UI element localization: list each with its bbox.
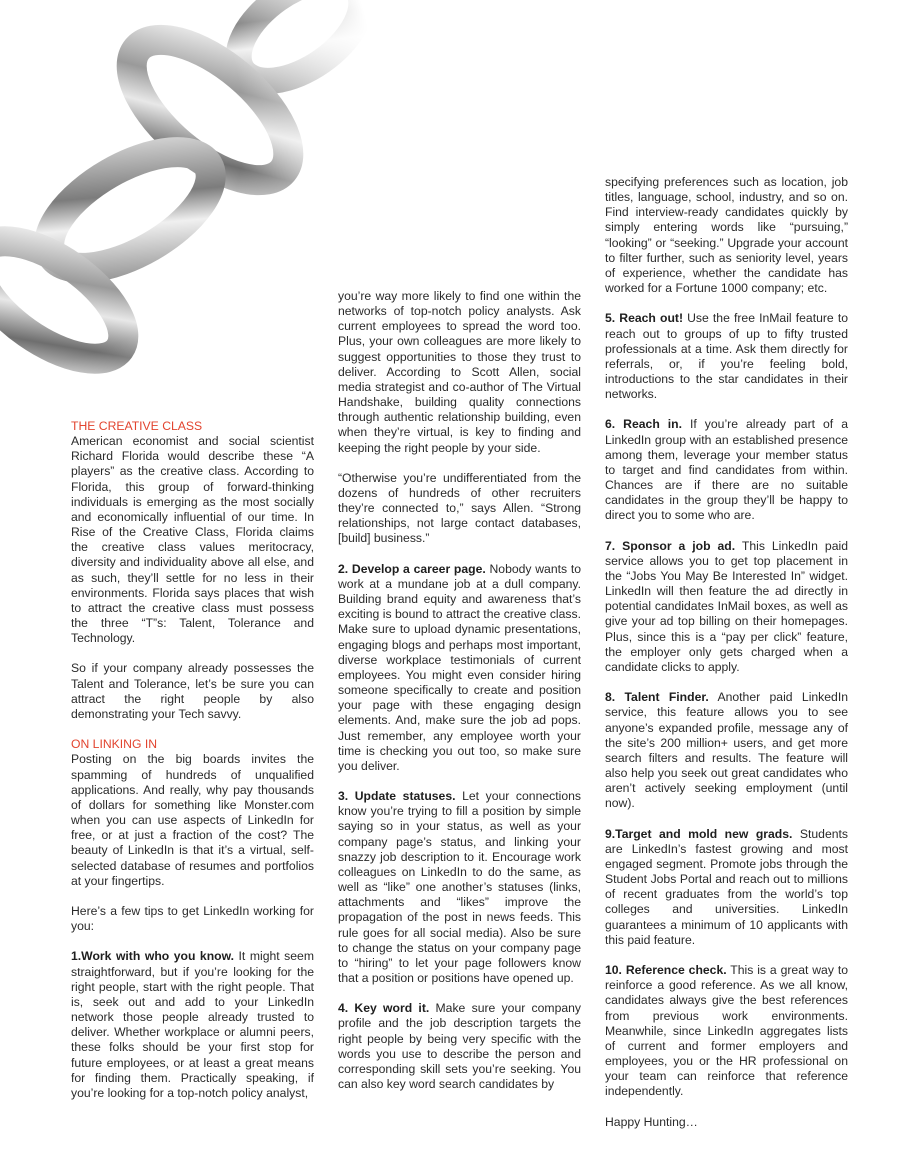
tip-1 <box>71 949 314 1101</box>
tip-10-title: 10. Reference check. <box>605 963 727 978</box>
paragraph-networks: you’re way more likely to find one within the networks of top-notch policy analysts. Ask current employees to spread the word too. Plus, your own colleagues are more likely to suggest opportunities to those they trust to deliver. According to Scott Allen, social media strategist and co-author of The Virtual Handshake, building quality connections through authentic relationship building, even when they’re virtual, is key to finding and keeping the right people by your side. <box>338 289 581 455</box>
column-1 <box>71 419 314 1116</box>
tip-8-title: 8. Talent Finder. <box>605 690 709 705</box>
heading-creative-class: THE CREATIVE CLASS <box>71 419 203 433</box>
tip-5-title: 5. Reach out! <box>605 311 683 326</box>
tip-9 <box>605 827 848 948</box>
heading-linking-in: ON LINKING IN <box>71 737 158 752</box>
tip-3-body: Let your connections know you’re trying to fill a position by simple saying so in your status, as well as your company page’s status, and linking your snazzy job description to it. Encourage work colleagues on LinkedIn to do the same, as well as “like” one another’s statuses (links, attachments and “likes” improve the propagation of the post in news feeds. This rule goes for all social media). Also be sure to change the status on your company page to “hiring” to let your page followers know that a position or positions have opened up. <box>338 789 581 985</box>
tip-2-body: Nobody wants to work at a mundane job at a dull company. Building brand equity and awareness that’s exciting is bound to attract the creative class. Make sure to upload dynamic presentations, engaging blogs and perhaps most important, diverse workplace testimonials of current employees. You might even consider hiring someone specifically to create and position your page with these engaging design elements. And, make sure the job ad pops. Just remember, any employee worth your time is checking you out too, so make sure you deliver. <box>338 561 582 773</box>
tip-8-body: Another paid LinkedIn service, this feature allows you to see anyone’s expanded profile, message any of the site’s 200 million+ users, and get more search filters and results. The feature will also help you seek out great candidates who aren’t actively seeking employment (until now). <box>605 690 849 811</box>
paragraph-creative-class: American economist and social scientist Richard Florida would describe these “A players” as the creative class. According to Florida, this group of forward-thinking individuals is emerging as the most socially and economically influential of our time. In Rise of the Creative Class, Florida claims the creative class values meritocracy, diversity and individuality above all else, and as such, they’ll settle for no less in their environments. Florida says places that wish to attract the creative class must possess the three “T”s: Talent, Tolerance and Technology. <box>71 434 314 646</box>
chain-links-icon <box>0 0 380 430</box>
tip-9-body: Students are LinkedIn’s fastest growing and most engaged segment. Promote jobs through the Student Jobs Portal and reach out to millions of recent graduates from the world’s top colleges and universities. LinkedIn guarantees a minimum of 10 applicants with this paid feature. <box>605 826 848 947</box>
tip-9-title: 9.Target and mold new grads. <box>605 826 793 841</box>
tip-6-body: If you’re already part of a LinkedIn group with an established presence among them, leverage your member status to target and find candidates from within. Chances are if there are no suitable candidates in the group they’ll be happy to direct you to some who are. <box>605 417 848 523</box>
tip-4-body: Make sure your company profile and the job description targets the right people by being very specific with the words you use to describe the person and corresponding skill sets you’re seeking. You can also key word search candidates by <box>338 1001 581 1092</box>
tip-3-title: 3. Update statuses. <box>338 789 456 804</box>
tip-1-title: 1.Work with who you know. <box>71 949 235 964</box>
paragraph-talent: So if your company already possesses the Talent and Tolerance, let’s be sure you can attract the right people by also demonstrating your Tech savvy. <box>71 661 314 721</box>
tip-6-title: 6. Reach in. <box>605 417 682 432</box>
paragraph-posting: Posting on the big boards invites the spamming of hundreds of unqualified applications. And really, why pay thousands of dollars for something like Monster.com when you can use aspects of LinkedIn for free, or at just a fraction of the cost? The beauty of LinkedIn is that it’s a virtual, self-selected database of resumes and portfolios at your fingertips. <box>71 752 314 888</box>
tip-10 <box>605 963 848 1099</box>
tip-3 <box>338 789 581 986</box>
tip-4 <box>338 1001 581 1092</box>
column-2 <box>338 289 581 1107</box>
tip-8 <box>605 690 848 811</box>
tip-5 <box>605 311 848 402</box>
tip-6 <box>605 417 848 523</box>
column-3 <box>605 175 848 1145</box>
tip-5-body: Use the free InMail feature to reach out to groups of up to fifty trusted professionals at a time. Ask them directly for referrals, or, if you’re feeling bold, introductions to the star candidates in their networks. <box>605 311 848 402</box>
tip-10-body: This is a great way to reinforce a good reference. As we all know, candidates always give the best references from previous work environments. Meanwhile, since LinkedIn aggregates lists of current and former employers and employees, you or the HR professional on your team can reinforce that reference independently. <box>605 963 848 1099</box>
tip-1-body: It might seem straightforward, but if you’re looking for the right people, start with the right people. That is, seek out and add to your LinkedIn network those people already trusted to deliver. Whether workplace or alumni peers, these folks should be your first stop for future employees, or at least a great means for finding them. Practically speaking, if you’re looking for a top-notch policy analyst, <box>71 949 314 1100</box>
tip-7-body: This LinkedIn paid service allows you to get top placement in the “Jobs You May Be Interested In” widget. LinkedIn will then feature the ad directly in potential candidates InMail boxes, as well as give your ad top billing on their homepages. Plus, since this is a “pay per click” feature, the employer only gets charged when a candidate clicks to apply. <box>605 538 848 674</box>
paragraph-tips-intro: Here’s a few tips to get LinkedIn working for you: <box>71 903 314 934</box>
tip-7-title: 7. Sponsor a job ad. <box>605 538 736 553</box>
paragraph-preferences: specifying preferences such as location, job titles, language, school, industry, and so on. Find interview-ready candidates quickly by simply entering words like “pursuing,” “looking” or “seeking.” Upgrade your account to filter further, such as seniority level, years of experience, whether the candidate has worked for a Fortune 1000 company; etc. <box>605 175 848 296</box>
tip-2-title: 2. Develop a career page. <box>338 561 486 576</box>
tip-4-title: 4. Key word it. <box>338 1001 430 1016</box>
tip-7 <box>605 539 848 675</box>
paragraph-quote: “Otherwise you’re undifferentiated from the dozens of hundreds of other recruiters they’re connected to,” says Allen. “Strong relationships, not large contact databases, [build] business.” <box>338 470 581 546</box>
closing-line: Happy Hunting… <box>605 1114 698 1129</box>
tip-2 <box>338 562 581 774</box>
